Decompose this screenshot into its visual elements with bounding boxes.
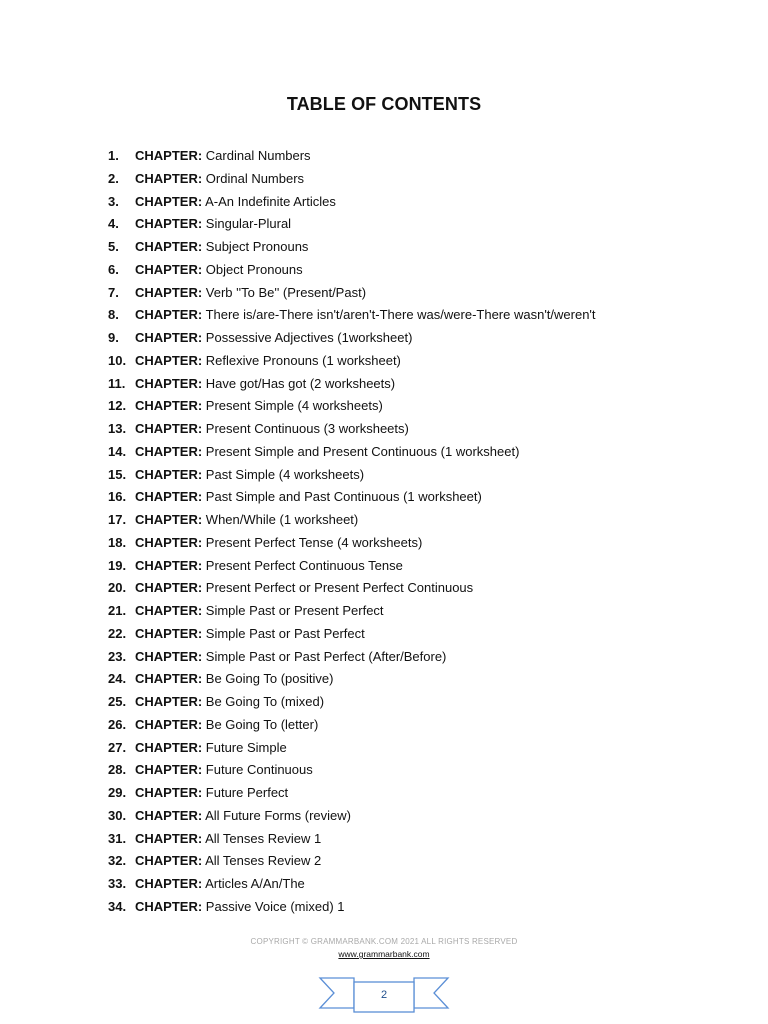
- page-title: TABLE OF CONTENTS: [286, 94, 482, 114]
- toc-entry-prefix: CHAPTER:: [135, 443, 203, 459]
- toc-entry-title: Passive Voice (mixed) 1: [205, 898, 345, 914]
- toc-entry: [108, 418, 596, 441]
- toc-entry-title: Simple Past or Past Perfect (After/Before): [205, 648, 447, 664]
- toc-entry-prefix: CHAPTER:: [135, 876, 203, 891]
- toc-entry: [108, 168, 596, 191]
- toc-entry: [108, 873, 596, 896]
- toc-entry-prefix: CHAPTER:: [135, 216, 203, 232]
- toc-entry-prefix: CHAPTER:: [135, 830, 203, 846]
- toc-entry: [108, 623, 596, 646]
- toc-entry-number: 18.: [108, 534, 127, 550]
- toc-entry: [108, 441, 596, 464]
- toc-entry-prefix: CHAPTER:: [135, 466, 203, 482]
- toc-entry-title: All Tenses Review 1: [205, 830, 322, 846]
- toc-entry: [108, 395, 596, 418]
- toc-entry: [108, 464, 596, 487]
- toc-entry: [108, 304, 596, 327]
- toc-entry-number: 19.: [108, 557, 127, 573]
- toc-entry-number: 16.: [108, 489, 127, 505]
- toc-entry: [108, 896, 596, 919]
- toc-entry-prefix: CHAPTER:: [135, 148, 203, 163]
- toc-entry-title: Future Simple: [205, 739, 287, 755]
- toc-entry: [108, 350, 596, 373]
- toc-entry-prefix: CHAPTER:: [135, 739, 203, 755]
- toc-entry-prefix: CHAPTER:: [135, 648, 203, 664]
- toc-entry-prefix: CHAPTER:: [135, 170, 203, 186]
- toc-entry-prefix: CHAPTER:: [135, 398, 203, 414]
- toc-entry-title: Singular-Plural: [205, 216, 292, 232]
- toc-entry: [108, 577, 596, 600]
- toc-entry-prefix: CHAPTER:: [135, 421, 203, 436]
- toc-entry-number: 20.: [108, 580, 127, 596]
- toc-entry: [108, 691, 596, 714]
- toc-entry-prefix: CHAPTER:: [135, 762, 203, 778]
- toc-entry-number: 1.: [108, 148, 119, 163]
- toc-entry-title: Possessive Adjectives (1worksheet): [205, 330, 413, 345]
- toc-entry-prefix: CHAPTER:: [135, 785, 203, 800]
- toc-entry-title: Ordinal Numbers: [205, 170, 305, 186]
- toc-entry-title: Simple Past or Past Perfect: [205, 625, 365, 641]
- toc-entry-number: 3.: [108, 193, 119, 209]
- toc-entry: [108, 737, 596, 760]
- copyright-notice: COPYRIGHT © GRAMMARBANK.COM 2021 ALL RIGHTS RESERVED: [250, 937, 518, 946]
- toc-entry-prefix: CHAPTER:: [135, 352, 203, 368]
- toc-entry-prefix: CHAPTER:: [135, 625, 203, 641]
- toc-entry-prefix: CHAPTER:: [135, 603, 203, 618]
- toc-entry-number: 21.: [108, 603, 127, 618]
- toc-entry-number: 28.: [108, 762, 127, 778]
- toc-entry-prefix: CHAPTER:: [135, 239, 203, 254]
- toc-entry-prefix: CHAPTER:: [135, 557, 203, 573]
- toc-entry-number: 13.: [108, 421, 127, 436]
- toc-entry-prefix: CHAPTER:: [135, 307, 203, 323]
- toc-entry-title: A-An Indefinite Articles: [205, 193, 336, 209]
- toc-entry-title: Reflexive Pronouns (1 worksheet): [205, 352, 401, 368]
- toc-entry-number: 23.: [108, 648, 127, 664]
- toc-entry-number: 25.: [108, 694, 127, 709]
- toc-entry-title: Future Perfect: [205, 785, 289, 800]
- toc-entry-prefix: CHAPTER:: [135, 375, 203, 391]
- toc-entry: [108, 282, 596, 305]
- toc-entry-number: 11.: [108, 375, 126, 391]
- toc-entry-title: Be Going To (positive): [205, 671, 334, 687]
- toc-entry-prefix: CHAPTER:: [135, 512, 203, 527]
- toc-entry-title: Articles A/An/The: [205, 876, 305, 891]
- toc-entry-prefix: CHAPTER:: [135, 898, 203, 914]
- toc-entry-title: Verb ''To Be'' (Present/Past): [205, 284, 367, 300]
- toc-entry-number: 6.: [108, 261, 119, 277]
- table-of-contents: [108, 145, 596, 919]
- page-number: 2: [380, 989, 388, 1001]
- toc-entry: [108, 236, 596, 259]
- toc-entry: [108, 600, 596, 623]
- toc-entry-title: Future Continuous: [205, 762, 313, 778]
- toc-entry-number: 8.: [108, 307, 119, 323]
- toc-entry-title: There is/are-There isn't/aren't-There was/were-There wasn't/weren't: [205, 307, 596, 323]
- toc-entry-prefix: CHAPTER:: [135, 694, 203, 709]
- toc-entry-title: Present Continuous (3 worksheets): [205, 421, 409, 436]
- toc-entry: [108, 145, 596, 168]
- website-link[interactable]: www.grammarbank.com: [338, 949, 430, 959]
- toc-entry-number: 2.: [108, 170, 119, 186]
- toc-entry-title: Present Perfect Tense (4 worksheets): [205, 534, 423, 550]
- toc-entry-number: 33.: [108, 876, 127, 891]
- toc-entry: [108, 555, 596, 578]
- toc-entry-title: All Tenses Review 2: [205, 853, 322, 869]
- toc-entry-title: Past Simple (4 worksheets): [205, 466, 365, 482]
- toc-entry: [108, 373, 596, 396]
- toc-entry-number: 27.: [108, 739, 127, 755]
- toc-entry-title: Object Pronouns: [205, 261, 303, 277]
- toc-entry: [108, 213, 596, 236]
- toc-entry-number: 15.: [108, 466, 127, 482]
- toc-entry-number: 30.: [108, 807, 127, 823]
- toc-entry-number: 29.: [108, 785, 127, 800]
- toc-entry: [108, 805, 596, 828]
- toc-entry-prefix: CHAPTER:: [135, 261, 203, 277]
- toc-entry-prefix: CHAPTER:: [135, 853, 203, 869]
- toc-entry-prefix: CHAPTER:: [135, 193, 203, 209]
- toc-entry-title: Have got/Has got (2 worksheets): [205, 375, 396, 391]
- toc-entry: [108, 259, 596, 282]
- toc-entry-title: Subject Pronouns: [205, 239, 309, 254]
- toc-entry: [108, 327, 596, 350]
- toc-entry-title: Past Simple and Past Continuous (1 worksheet): [205, 489, 482, 505]
- toc-entry-number: 32.: [108, 853, 127, 869]
- toc-entry-number: 26.: [108, 716, 127, 732]
- toc-entry-title: All Future Forms (review): [205, 807, 351, 823]
- toc-entry: [108, 668, 596, 691]
- toc-entry-prefix: CHAPTER:: [135, 716, 203, 732]
- toc-entry: [108, 850, 596, 873]
- toc-entry-prefix: CHAPTER:: [135, 534, 203, 550]
- toc-entry-number: 12.: [108, 398, 127, 414]
- toc-entry-title: Be Going To (mixed): [205, 694, 325, 709]
- toc-entry-prefix: CHAPTER:: [135, 807, 203, 823]
- toc-entry-number: 4.: [108, 216, 119, 232]
- toc-entry-number: 9.: [108, 330, 119, 345]
- toc-entry-number: 10.: [108, 352, 127, 368]
- toc-entry-number: 34.: [108, 898, 127, 914]
- toc-entry-title: When/While (1 worksheet): [205, 512, 359, 527]
- toc-entry: [108, 782, 596, 805]
- toc-entry-prefix: CHAPTER:: [135, 489, 203, 505]
- toc-entry-number: 14.: [108, 443, 127, 459]
- toc-entry: [108, 759, 596, 782]
- toc-entry: [108, 828, 596, 851]
- toc-entry: [108, 532, 596, 555]
- toc-entry-prefix: CHAPTER:: [135, 284, 203, 300]
- toc-entry-title: Cardinal Numbers: [205, 148, 311, 163]
- toc-entry-prefix: CHAPTER:: [135, 671, 203, 687]
- toc-entry: [108, 191, 596, 214]
- toc-entry-number: 17.: [108, 512, 127, 527]
- toc-entry: [108, 486, 596, 509]
- toc-entry-number: 5.: [108, 239, 119, 254]
- toc-entry-number: 7.: [108, 284, 119, 300]
- toc-entry-prefix: CHAPTER:: [135, 330, 203, 345]
- toc-entry-title: Present Perfect or Present Perfect Continuous: [205, 580, 474, 596]
- toc-entry-title: Be Going To (letter): [205, 716, 319, 732]
- toc-entry: [108, 646, 596, 669]
- toc-entry-number: 31.: [108, 830, 127, 846]
- toc-entry-prefix: CHAPTER:: [135, 580, 203, 596]
- toc-entry-number: 22.: [108, 625, 127, 641]
- toc-entry: [108, 509, 596, 532]
- toc-entry-title: Simple Past or Present Perfect: [205, 603, 384, 618]
- toc-entry: [108, 714, 596, 737]
- toc-entry-number: 24.: [108, 671, 127, 687]
- toc-entry-title: Present Perfect Continuous Tense: [205, 557, 403, 573]
- toc-entry-title: Present Simple (4 worksheets): [205, 398, 383, 414]
- toc-entry-title: Present Simple and Present Continuous (1 worksheet): [205, 443, 520, 459]
